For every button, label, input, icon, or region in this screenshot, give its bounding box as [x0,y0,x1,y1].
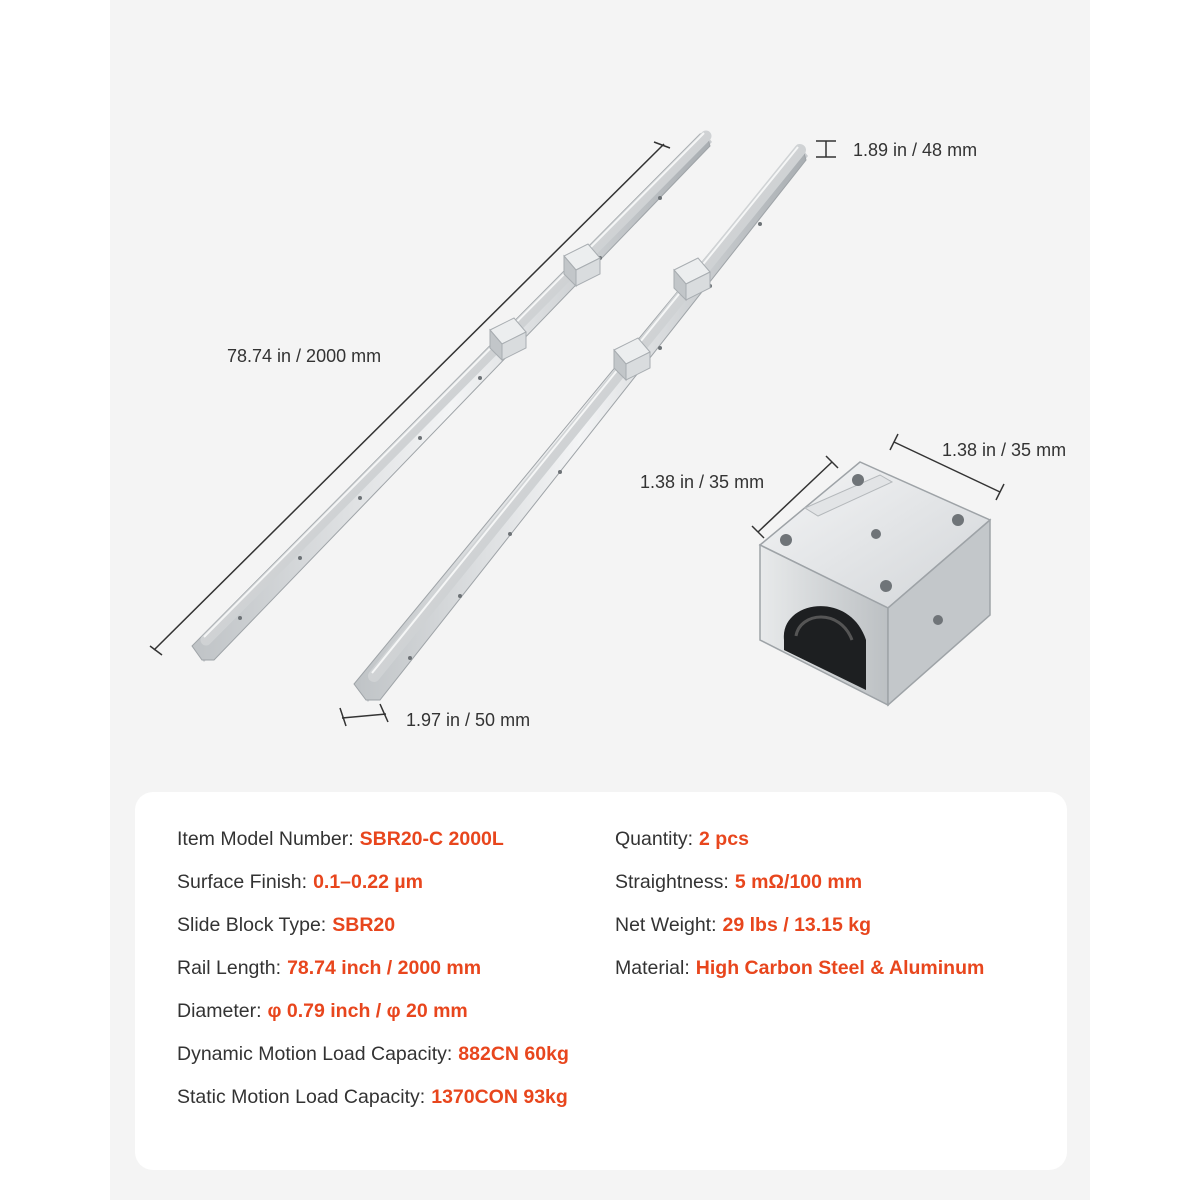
spec-rail-length [177,957,481,980]
spec-value: 0.1–0.22 µm [313,871,423,893]
spec-value: High Carbon Steel & Aluminum [695,957,985,979]
spec-slide-block-type [177,914,395,937]
spec-value: SBR20 [332,914,396,936]
block-width-label: 1.38 in / 35 mm [942,440,1067,460]
spec-surface-finish [177,871,423,894]
spec-label: Straightness: [615,871,729,893]
spec-static-load [177,1086,568,1109]
spec-label: Slide Block Type: [177,914,327,936]
spec-value: 1370CON 93kg [431,1086,568,1108]
spec-label: Item Model Number: [177,828,354,850]
spec-value: 29 lbs / 13.15 kg [722,914,872,936]
spec-label: Quantity: [615,828,694,850]
spec-label: Dynamic Motion Load Capacity: [177,1043,453,1065]
spec-value: 78.74 inch / 2000 mm [287,957,482,979]
spec-label: Material: [615,957,690,979]
spec-label: Diameter: [177,1000,262,1022]
spec-material [615,957,984,980]
spec-diameter [177,1000,468,1023]
height-dimension-line [816,141,836,157]
spec-value: SBR20-C 2000L [359,828,504,850]
spec-label: Static Motion Load Capacity: [177,1086,426,1108]
spec-straightness [615,871,862,894]
spec-value: φ 0.79 inch / φ 20 mm [267,1000,468,1022]
block-length-label: 1.38 in / 35 mm [640,472,765,492]
spec-label: Net Weight: [615,914,717,936]
width-dimension-label: 1.97 in / 50 mm [406,710,531,730]
spec-value: 2 pcs [699,828,749,850]
spec-model [177,828,504,851]
spec-value: 882CN 60kg [458,1043,569,1065]
width-dimension-line [340,704,388,726]
spec-dynamic-load [177,1043,569,1066]
spec-net-weight [615,914,871,937]
spec-label: Rail Length: [177,957,282,979]
spec-label: Surface Finish: [177,871,308,893]
length-dimension-label: 78.74 in / 2000 mm [227,346,382,366]
height-dimension-label: 1.89 in / 48 mm [853,140,978,160]
spec-value: 5 mΩ/100 mm [734,871,863,893]
spec-quantity [615,828,749,851]
